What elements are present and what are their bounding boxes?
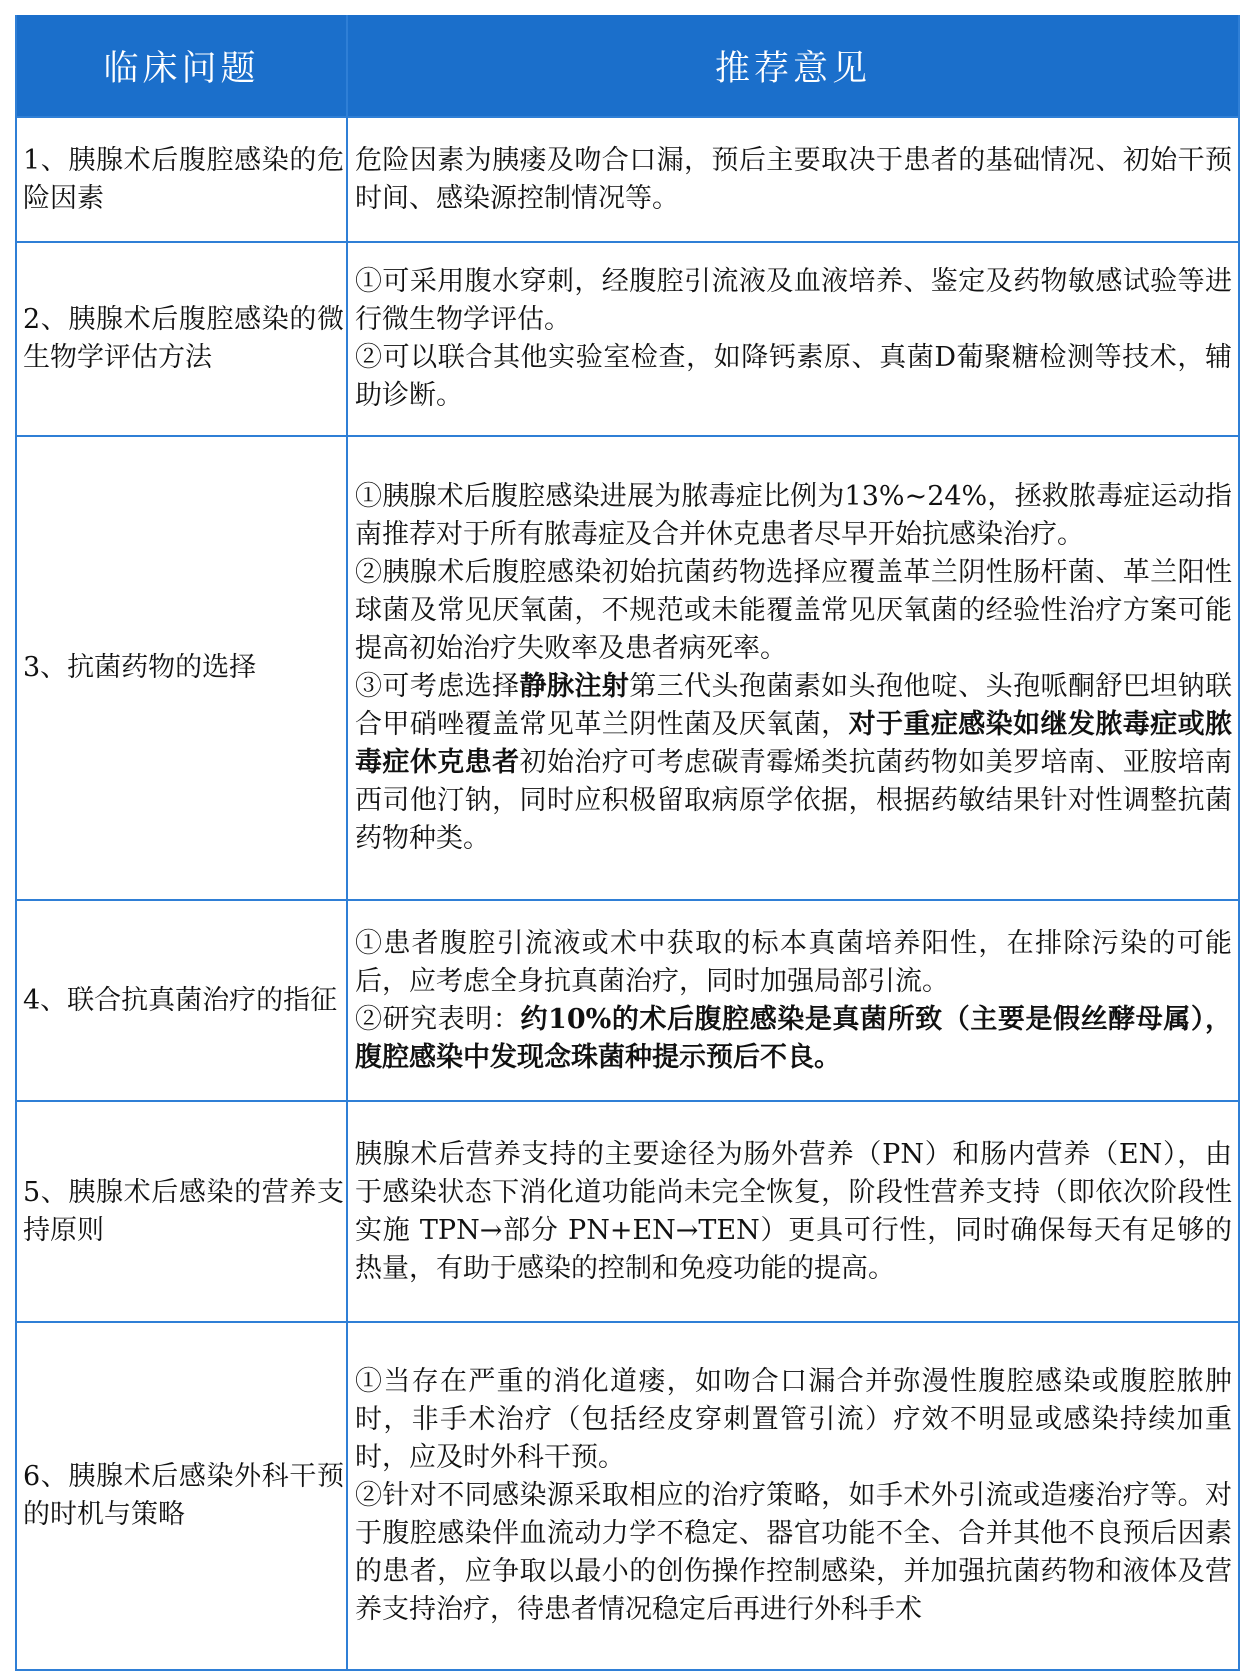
answer-cell (347, 1322, 1239, 1670)
text-run: ①患者腹腔引流液或术中获取的标本真菌培养阳性，在排除污染的可能后，应考虑全身抗真菌治疗，同时加强局部引流。 (355, 927, 1232, 997)
recommendation-paragraph (355, 339, 1232, 415)
table-row (16, 242, 1239, 436)
answer-cell (347, 1101, 1239, 1322)
table-row (16, 436, 1239, 900)
recommendation-paragraph (355, 925, 1232, 1001)
text-run: 第三代头孢菌素如头孢他啶、头孢哌酮舒巴坦钠联合甲硝唑覆盖常见革兰阴性菌及厌氧菌， (355, 671, 1233, 740)
header-clinical-question: 临床问题 (16, 15, 347, 117)
answer-cell (347, 242, 1239, 436)
question-cell: 2、胰腺术后腹腔感染的微生物学评估方法 (16, 242, 347, 436)
text-run: 初始治疗可考虑碳青霉烯类抗菌药物如美罗培南、亚胺培南西司他汀钠，同时应积极留取病原学依据，根据药敏结果针对性调整抗菌药物种类。 (355, 747, 1233, 854)
recommendation-paragraph (355, 668, 1232, 858)
question-cell: 5、胰腺术后感染的营养支持原则 (16, 1101, 347, 1322)
table-row (16, 900, 1239, 1101)
text-run: ②研究表明： (355, 1003, 521, 1035)
text-run: ②可以联合其他实验室检查，如降钙素原、真菌D葡聚糖检测等技术，辅助诊断。 (355, 342, 1232, 411)
table-row (16, 117, 1239, 242)
recommendation-table (15, 15, 1240, 1671)
recommendation-paragraph (355, 1136, 1232, 1288)
text-run: 危险因素为胰瘘及吻合口漏，预后主要取决于患者的基础情况、初始干预时间、感染源控制情况等。 (355, 144, 1232, 214)
bold-text-run: 约10%的术后腹腔感染是真菌所致（主要是假丝酵母属），腹腔感染中发现念珠菌种提示预后不良。 (355, 1003, 1232, 1073)
question-cell: 4、联合抗真菌治疗的指征 (16, 900, 347, 1101)
text-run: ①胰腺术后腹腔感染进展为脓毒症比例为13%~24%，拯救脓毒症运动指南推荐对于所有脓毒症及合并休克患者尽早开始抗感染治疗。 (355, 481, 1232, 550)
recommendation-paragraph (355, 554, 1232, 668)
bold-text-run: 对于重症感染如继发脓毒症或脓毒症休克患者 (355, 709, 1233, 778)
question-cell: 6、胰腺术后感染外科干预的时机与策略 (16, 1322, 347, 1670)
answer-cell (347, 117, 1239, 242)
bold-text-run: 静脉注射 (519, 671, 630, 702)
text-run: ①当存在严重的消化道瘘，如吻合口漏合并弥漫性腹腔感染或腹腔脓肿时，非手术治疗（包括经皮穿刺置管引流）疗效不明显或感染持续加重时，应及时外科干预。 (355, 1366, 1232, 1473)
text-run: ③可考虑选择 (355, 671, 520, 702)
answer-cell (347, 436, 1239, 900)
table-row (16, 1322, 1239, 1670)
question-cell: 1、胰腺术后腹腔感染的危险因素 (16, 117, 347, 242)
text-run: 胰腺术后营养支持的主要途径为肠外营养（PN）和肠内营养（EN），由于感染状态下消化道功能尚未完全恢复，阶段性营养支持（即依次阶段性实施 TPN→部分 PN+EN→TEN）更具可行性，同时确保每天有足够的热量，有助于感染的控制和免疫功能的提高。 (355, 1138, 1232, 1284)
text-run: ②胰腺术后腹腔感染初始抗菌药物选择应覆盖革兰阴性肠杆菌、革兰阳性球菌及常见厌氧菌，不规范或未能覆盖常见厌氧菌的经验性治疗方案可能提高初始治疗失败率及患者病死率。 (355, 557, 1232, 664)
recommendation-paragraph (355, 142, 1232, 218)
recommendation-paragraph (355, 1363, 1232, 1477)
table-header-row (16, 15, 1239, 117)
recommendation-paragraph (355, 1477, 1232, 1629)
recommendation-paragraph (355, 478, 1232, 554)
table-row (16, 1101, 1239, 1322)
text-run: ①可采用腹水穿刺，经腹腔引流液及血液培养、鉴定及药物敏感试验等进行微生物学评估。 (355, 266, 1232, 335)
question-cell: 3、抗菌药物的选择 (16, 436, 347, 900)
answer-cell (347, 900, 1239, 1101)
recommendation-paragraph (355, 263, 1232, 339)
text-run: ②针对不同感染源采取相应的治疗策略，如手术外引流或造瘘治疗等。对于腹腔感染伴血流动力学不稳定、器官功能不全、合并其他不良预后因素的患者，应争取以最小的创伤操作控制感染，并加强抗菌药物和液体及营养支持治疗，待患者情况稳定后再进行外科手术 (355, 1480, 1232, 1625)
recommendation-paragraph (355, 1001, 1232, 1077)
header-recommendation: 推荐意见 (347, 15, 1239, 117)
recommendation-table-container (15, 15, 1238, 1671)
